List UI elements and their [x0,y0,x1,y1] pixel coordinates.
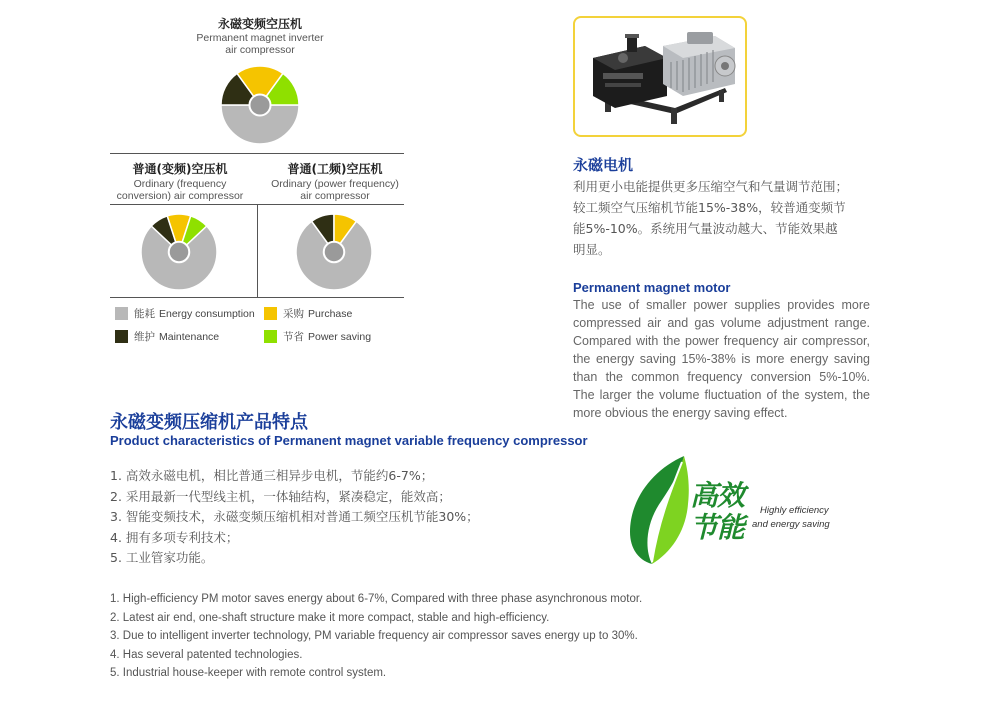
freq-pie-chart [140,213,218,291]
legend-purchase-en: Purchase [308,307,353,320]
badge-en-line-1: Highly efficiency [760,505,829,516]
list-item: 5. 工业管家功能。 [110,550,214,565]
freq-pie-hole [169,242,190,263]
pm-chart-title: 永磁变频空压机 [217,17,302,31]
badge-cn-line-1: 高效 [690,479,745,512]
badge-en-line-2: and energy saving [752,519,830,530]
product-en-list [110,590,642,683]
legend-maintenance-swatch [115,330,128,343]
power-pie-hole [324,242,345,263]
list-item: 4. 拥有多项专利技术； [110,529,239,545]
motor-cn-line: 能5%-10%。系统用气量波动越大、节能效果越 [573,221,838,236]
freq-chart-title: 普通(变频)空压机 [132,162,228,176]
power-chart-subtitle-1: Ordinary (power frequency) [271,178,399,190]
pm-chart-subtitle-2: air compressor [225,44,295,56]
legend-energy-cn: 能耗 [134,308,155,320]
list-item: 3. Due to intelligent inverter technology, PM variable frequency air compressor saves energy up to 30%. [110,630,638,642]
motor-cn-line: 利用更小电能提供更多压缩空气和气量调节范围； [573,179,849,194]
legend-maintenance-cn: 维护 [134,331,155,343]
product-en-title: Product characteristics of Permanent magnet variable frequency compressor [110,433,588,448]
list-item: 1. 高效永磁电机，相比普通三相异步电机，节能约6-7%； [110,468,434,483]
motor-cn-paragraph [573,176,873,260]
compressor-photo [575,18,745,135]
list-item: 5. Industrial house-keeper with remote control system. [110,667,387,679]
legend-maintenance-en: Maintenance [159,330,220,343]
list-item: 4. Has several patented technologies. [110,648,303,661]
table-bottom-rule [110,297,404,298]
list-item: 2. Latest air end, one-shaft structure make it more compact, stable and high-efficiency. [110,611,550,624]
legend-saving-swatch [264,330,277,343]
badge-en [752,504,830,532]
power-chart-subtitle-2: air compressor [300,190,370,202]
badge-cn [690,480,744,544]
power-chart-title: 普通(工频)空压机 [287,162,383,176]
freq-chart-subtitle-2: conversion) air compressor [116,190,244,202]
pm-pie-hole [249,94,270,115]
motor-en-paragraph: The use of smaller power supplies provides more compressed air and gas volume adjustment range. Compared with the power frequency air compressor, the energy saving 15%-38% is more energy saving than the common frequency conversion 5%-10%. The larger the volume fluctuation of the system, the more obvious the energy saving effect. [573,298,870,420]
legend-energy-swatch [115,307,128,320]
motor-en-title: Permanent magnet motor [573,280,731,295]
legend-energy-en: Energy consumption [159,307,255,320]
motor-cn-line: 较工频空气压缩机节能15%-38%，较普通变频节 [573,200,846,215]
list-item: 2. 采用最新一代型线主机，一体轴结构，紧凑稳定，能效高； [110,488,451,504]
motor-cn-title: 永磁电机 [573,156,634,174]
table-vertical-rule [257,204,258,297]
pm-pie-chart [220,65,300,145]
legend-purchase [264,306,352,321]
table-top-rule [110,153,404,154]
badge-cn-line-2: 节能 [690,511,745,544]
legend-purchase-swatch [264,307,277,320]
list-item: 1. High-efficiency PM motor saves energy about 6-7%, Compared with three phase asynchronous motor. [110,593,643,605]
legend-maintenance [115,329,219,344]
pm-chart-subtitle-1: Permanent magnet inverter [196,32,324,44]
power-pie-chart [295,213,373,291]
legend-purchase-cn: 采购 [283,308,304,320]
freq-chart-subtitle-1: Ordinary (frequency [133,178,227,190]
legend-energy [115,306,255,321]
motor-cn-line: 明显。 [573,242,611,257]
list-item: 3. 智能变频技术，永磁变频压缩机相对普通工频空压机节能30%； [110,509,479,524]
product-cn-title: 永磁变频压缩机产品特点 [110,412,308,433]
legend-saving-en: Power saving [308,330,372,343]
compressor-photo-frame [573,16,747,137]
legend-saving [264,329,371,344]
legend-saving-cn: 节省 [283,331,304,343]
product-cn-list [110,466,479,569]
